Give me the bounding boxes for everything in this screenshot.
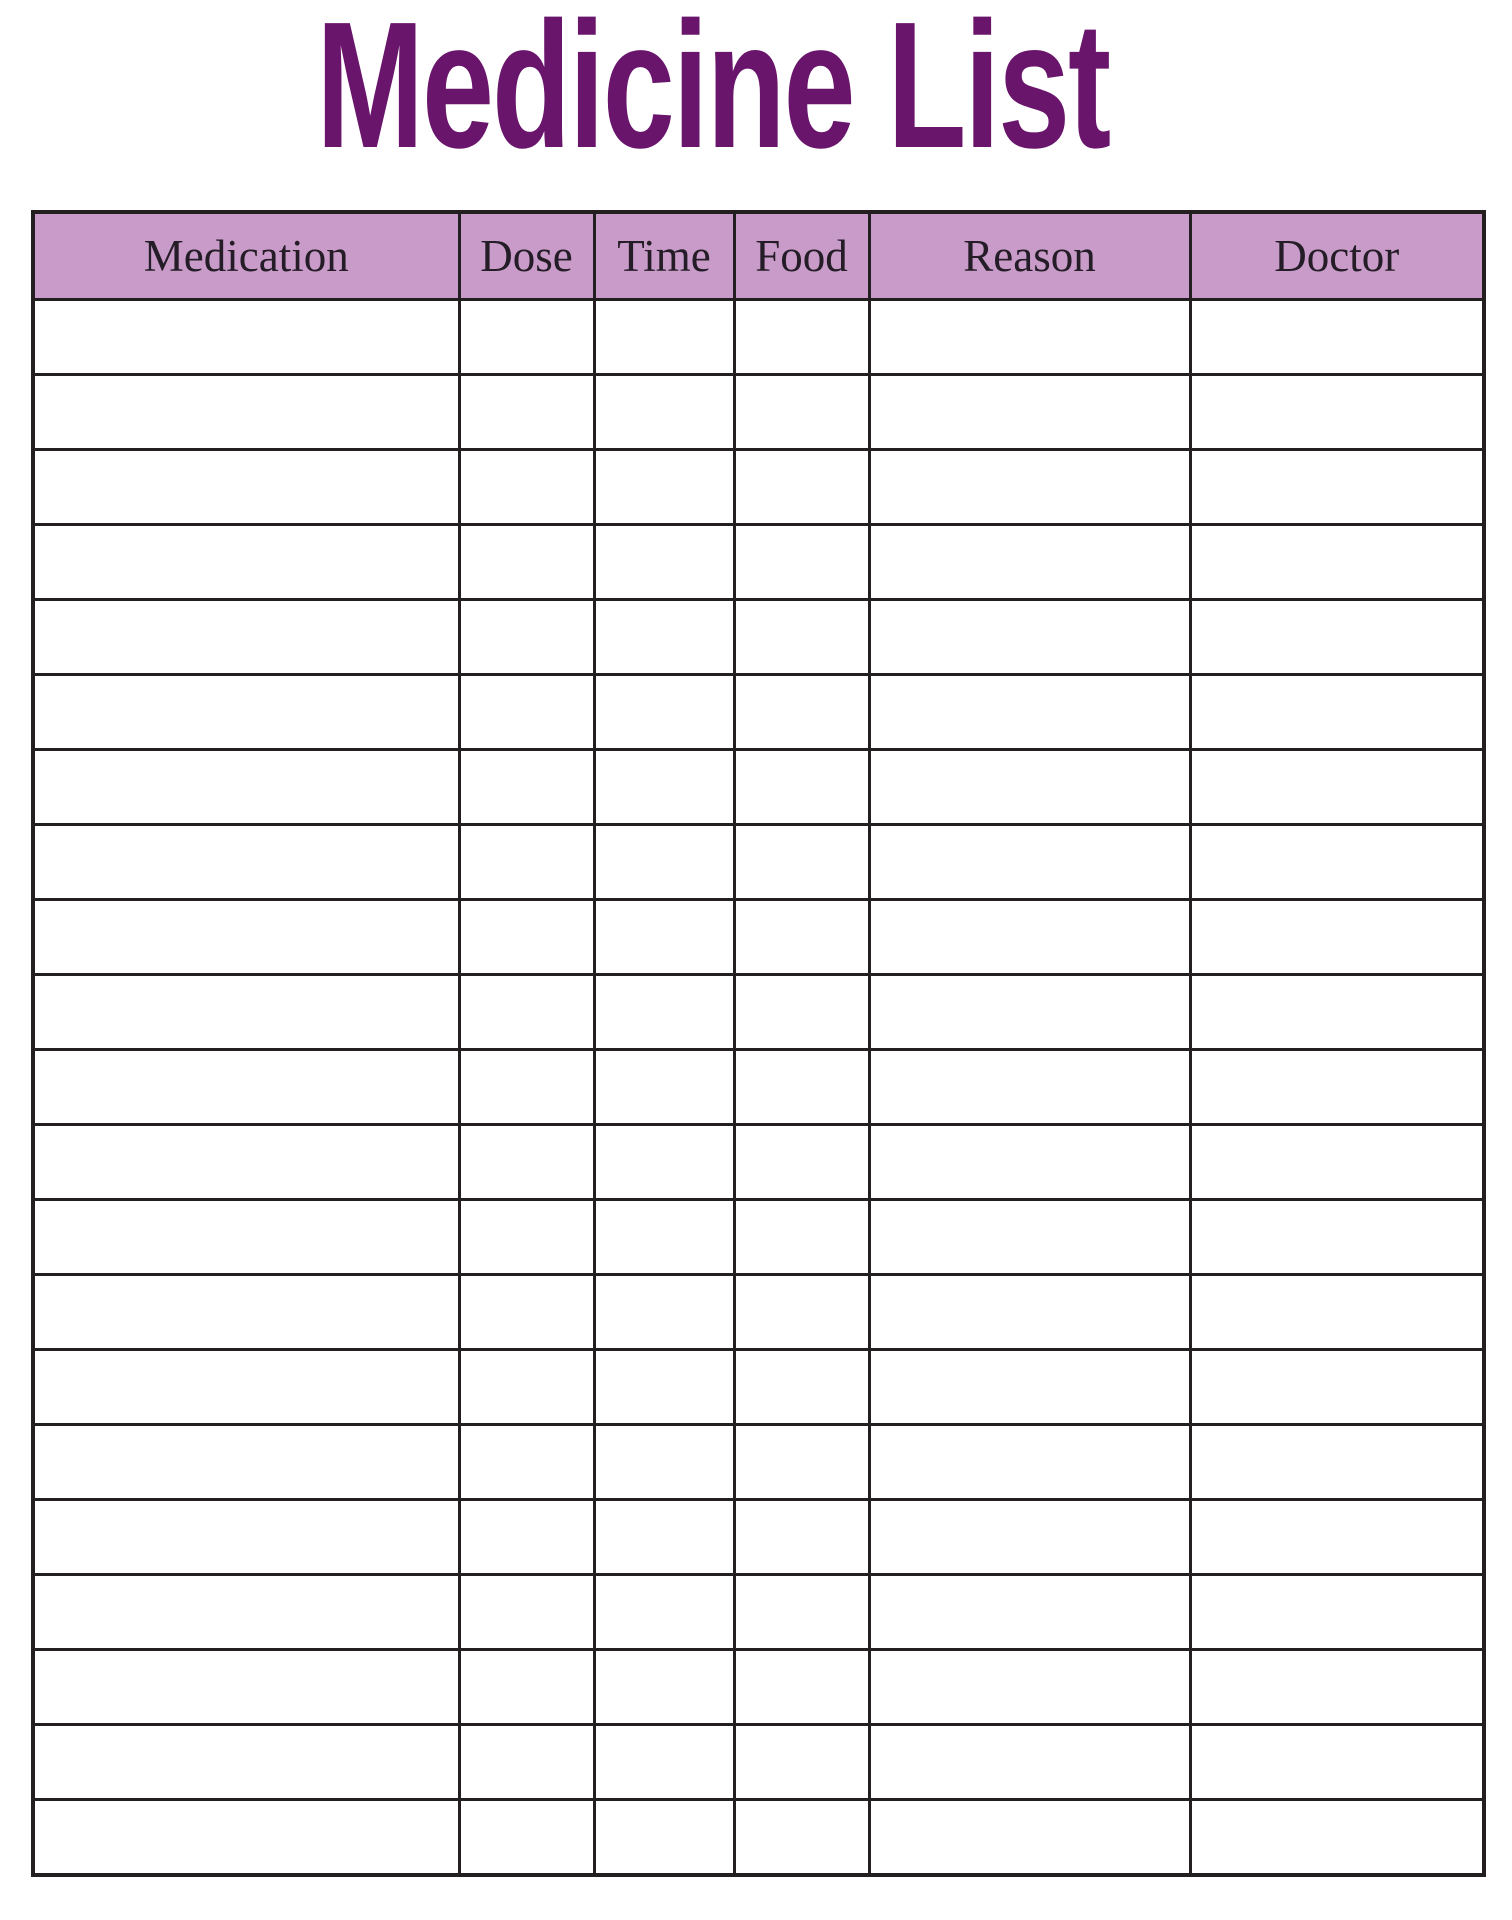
table-cell-medication (33, 1800, 459, 1876)
table-cell-time (594, 900, 734, 975)
table-cell-medication (33, 1350, 459, 1425)
table-cell-medication (33, 1500, 459, 1575)
table-cell-doctor (1190, 525, 1484, 600)
table-cell-food (734, 1350, 869, 1425)
table-cell-food (734, 1800, 869, 1876)
table-cell-doctor (1190, 1200, 1484, 1275)
table-cell-time (594, 1500, 734, 1575)
table-cell-reason (869, 1650, 1190, 1725)
table-cell-dose (459, 975, 594, 1050)
table-cell-food (734, 525, 869, 600)
table-cell-time (594, 525, 734, 600)
table-cell-reason (869, 675, 1190, 750)
table-cell-doctor (1190, 975, 1484, 1050)
table-cell-reason (869, 900, 1190, 975)
table-cell-medication (33, 1125, 459, 1200)
table-row (33, 525, 1484, 600)
table-row (33, 1725, 1484, 1800)
table-cell-reason (869, 1575, 1190, 1650)
table-cell-dose (459, 1575, 594, 1650)
table-cell-reason (869, 1125, 1190, 1200)
table-cell-reason (869, 1350, 1190, 1425)
table-row (33, 900, 1484, 975)
table-cell-doctor (1190, 1125, 1484, 1200)
table-cell-time (594, 675, 734, 750)
table-cell-food (734, 900, 869, 975)
table-cell-time (594, 1800, 734, 1876)
table-cell-doctor (1190, 1050, 1484, 1125)
table-cell-dose (459, 1800, 594, 1876)
table-cell-food (734, 1275, 869, 1350)
table-cell-doctor (1190, 450, 1484, 525)
table-cell-time (594, 1050, 734, 1125)
table-row (33, 1275, 1484, 1350)
table-cell-doctor (1190, 1800, 1484, 1876)
table-cell-medication (33, 450, 459, 525)
table-cell-food (734, 1650, 869, 1725)
table-cell-time (594, 825, 734, 900)
table-row (33, 675, 1484, 750)
table-cell-dose (459, 900, 594, 975)
table-cell-medication (33, 1725, 459, 1800)
table-cell-food (734, 1575, 869, 1650)
table-cell-time (594, 600, 734, 675)
table-cell-doctor (1190, 300, 1484, 375)
table-cell-food (734, 1125, 869, 1200)
table-cell-doctor (1190, 600, 1484, 675)
table-cell-time (594, 450, 734, 525)
table-cell-doctor (1190, 1500, 1484, 1575)
table-row (33, 450, 1484, 525)
column-header-medication: Medication (33, 212, 459, 300)
table-cell-dose (459, 1125, 594, 1200)
table-cell-dose (459, 750, 594, 825)
table-cell-reason (869, 1425, 1190, 1500)
table-cell-medication (33, 1650, 459, 1725)
table-cell-doctor (1190, 1350, 1484, 1425)
table-row (33, 300, 1484, 375)
table-cell-reason (869, 1725, 1190, 1800)
table-cell-dose (459, 825, 594, 900)
table-cell-medication (33, 675, 459, 750)
table-cell-dose (459, 1425, 594, 1500)
table-cell-dose (459, 1500, 594, 1575)
table-cell-doctor (1190, 900, 1484, 975)
table-cell-time (594, 1575, 734, 1650)
table-cell-doctor (1190, 1275, 1484, 1350)
table-cell-time (594, 375, 734, 450)
table-cell-dose (459, 300, 594, 375)
table-cell-doctor (1190, 375, 1484, 450)
table-row (33, 1800, 1484, 1876)
table-row (33, 1050, 1484, 1125)
table-cell-reason (869, 975, 1190, 1050)
table-cell-time (594, 1650, 734, 1725)
table-cell-time (594, 975, 734, 1050)
table-cell-medication (33, 600, 459, 675)
table-cell-reason (869, 1800, 1190, 1876)
table-cell-dose (459, 375, 594, 450)
table-cell-dose (459, 1200, 594, 1275)
table-body (33, 300, 1484, 1876)
table-cell-doctor (1190, 1725, 1484, 1800)
table-cell-time (594, 1350, 734, 1425)
table-cell-reason (869, 1200, 1190, 1275)
table-cell-medication (33, 300, 459, 375)
column-header-time: Time (594, 212, 734, 300)
table-cell-doctor (1190, 750, 1484, 825)
table-cell-time (594, 1275, 734, 1350)
table-cell-reason (869, 600, 1190, 675)
table-cell-food (734, 300, 869, 375)
title-section (0, 0, 1512, 186)
table-cell-food (734, 1725, 869, 1800)
table-cell-doctor (1190, 825, 1484, 900)
table-cell-food (734, 450, 869, 525)
table-row (33, 1125, 1484, 1200)
table-row (33, 750, 1484, 825)
table-cell-time (594, 1200, 734, 1275)
table-cell-reason (869, 375, 1190, 450)
table-cell-reason (869, 750, 1190, 825)
table-cell-dose (459, 525, 594, 600)
table-row (33, 600, 1484, 675)
table-cell-food (734, 750, 869, 825)
table-row (33, 1200, 1484, 1275)
table-cell-reason (869, 825, 1190, 900)
table-cell-medication (33, 900, 459, 975)
column-header-doctor: Doctor (1190, 212, 1484, 300)
table-cell-food (734, 1200, 869, 1275)
table-cell-dose (459, 1650, 594, 1725)
table-cell-time (594, 1425, 734, 1500)
table-cell-food (734, 975, 869, 1050)
table-cell-dose (459, 600, 594, 675)
table-cell-medication (33, 525, 459, 600)
table-cell-food (734, 1500, 869, 1575)
table-row (33, 1575, 1484, 1650)
table-row (33, 1500, 1484, 1575)
table-cell-medication (33, 375, 459, 450)
table-row (33, 1650, 1484, 1725)
header-row (33, 212, 1484, 300)
table-cell-food (734, 375, 869, 450)
table-cell-medication (33, 750, 459, 825)
table-cell-medication (33, 1200, 459, 1275)
table-cell-dose (459, 675, 594, 750)
table-cell-doctor (1190, 1650, 1484, 1725)
table-cell-food (734, 600, 869, 675)
table-cell-medication (33, 825, 459, 900)
table-cell-reason (869, 1500, 1190, 1575)
table-cell-medication (33, 1575, 459, 1650)
table-cell-medication (33, 1275, 459, 1350)
table-cell-medication (33, 1425, 459, 1500)
table-cell-reason (869, 1050, 1190, 1125)
column-header-reason: Reason (869, 212, 1190, 300)
table-cell-doctor (1190, 675, 1484, 750)
table-cell-food (734, 675, 869, 750)
table-cell-medication (33, 975, 459, 1050)
table-cell-dose (459, 1050, 594, 1125)
table-cell-reason (869, 300, 1190, 375)
table-cell-reason (869, 450, 1190, 525)
table-cell-dose (459, 450, 594, 525)
page-title: Medicine List (316, 0, 1110, 186)
table-cell-dose (459, 1350, 594, 1425)
table-row (33, 975, 1484, 1050)
table-cell-doctor (1190, 1425, 1484, 1500)
column-header-dose: Dose (459, 212, 594, 300)
table-cell-dose (459, 1725, 594, 1800)
column-header-food: Food (734, 212, 869, 300)
table-row (33, 375, 1484, 450)
table-row (33, 1425, 1484, 1500)
table-cell-time (594, 300, 734, 375)
table-cell-time (594, 1725, 734, 1800)
table-cell-reason (869, 525, 1190, 600)
table-cell-time (594, 1125, 734, 1200)
table-row (33, 1350, 1484, 1425)
table-cell-food (734, 825, 869, 900)
table-row (33, 825, 1484, 900)
table-cell-food (734, 1050, 869, 1125)
table-cell-reason (869, 1275, 1190, 1350)
table-cell-time (594, 750, 734, 825)
table-cell-food (734, 1425, 869, 1500)
medicine-table (31, 210, 1486, 1877)
table-cell-medication (33, 1050, 459, 1125)
table-cell-doctor (1190, 1575, 1484, 1650)
table-cell-dose (459, 1275, 594, 1350)
